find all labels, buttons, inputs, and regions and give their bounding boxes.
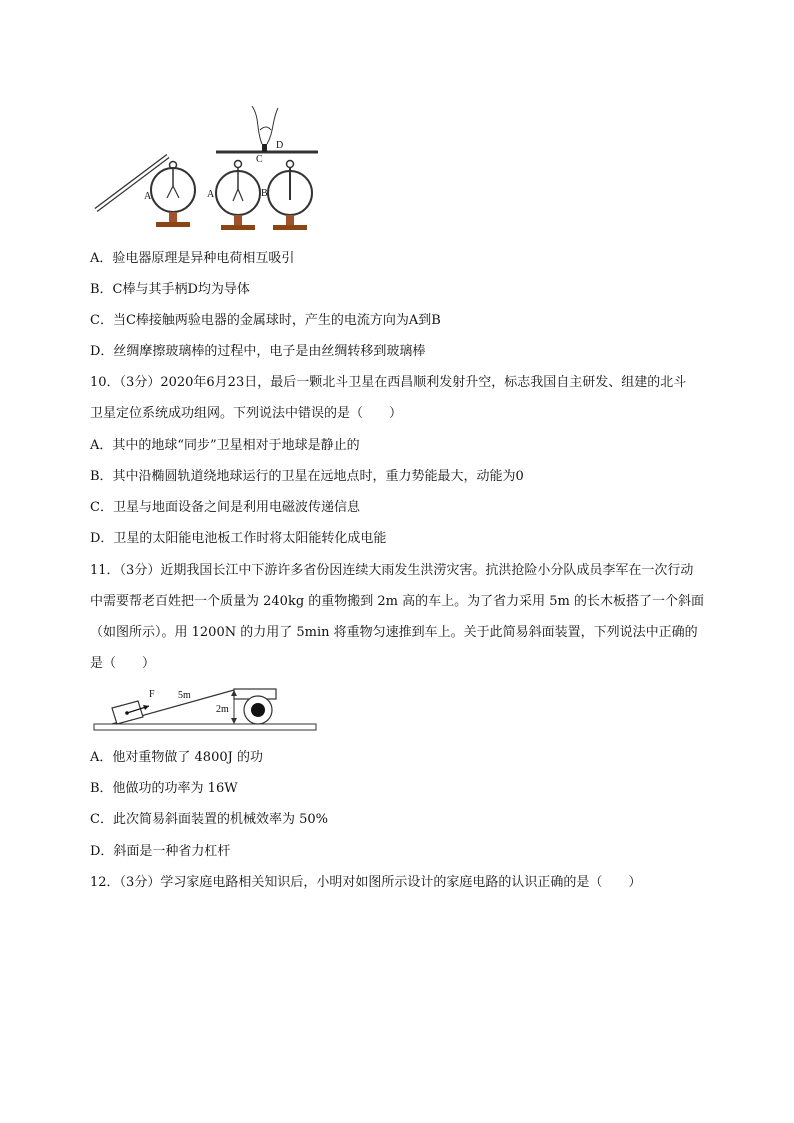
ground	[94, 724, 316, 730]
label-c: C	[256, 154, 263, 165]
electroscope-figure	[90, 100, 330, 240]
electroscope-a-mid	[216, 161, 260, 231]
q11-option-b: B．他做功的功率为 16W	[90, 781, 238, 796]
label-d: D	[276, 140, 284, 151]
q10-option-a: A．其中的地球“同步”卫星相对于地球是静止的	[90, 438, 360, 453]
q11-option-d: D．斜面是一种省力杠杆	[90, 844, 231, 859]
label-b: B	[261, 188, 268, 199]
heavy-box	[112, 701, 149, 724]
q10-stem-line-1: 10．（3分）2020年6月23日，最后一颗北斗卫星在西昌顺利发射升空，标志我国自主研发、组建的北斗	[90, 375, 687, 390]
glass-rod	[96, 156, 168, 210]
q9-option-c: C．当C棒接触两验电器的金属球时，产生的电流方向为A到B	[90, 313, 441, 328]
label-a-mid: A	[207, 189, 215, 200]
q11-option-c: C．此次简易斜面装置的机械效率为 50%	[90, 812, 328, 827]
q11-option-a: A．他对重物做了 4800J 的功	[90, 750, 263, 765]
q11-stem-line-2: 中需要帮老百姓把一个质量为 240kg 的重物搬到 2m 高的车上。为了省力采用 5m 的长木板搭了一个斜面	[90, 594, 705, 609]
q11-stem-line-4: 是（ ）	[90, 656, 156, 671]
q10-option-d: D．卫星的太阳能电池板工作时将太阳能转化成电能	[90, 531, 387, 546]
q10-stem-line-2: 卫星定位系统成功组网。下列说法中错误的是（ ）	[90, 406, 403, 421]
height-label: 2m	[216, 704, 229, 715]
q11-stem-line-3: （如图所示）。用 1200N 的力用了 5min 将重物匀速推到车上。关于此简易斜面装置，下列说法中正确的	[90, 625, 698, 640]
force-label: F	[149, 689, 155, 700]
q9-option-a: A．验电器原理是异种电荷相互吸引	[90, 251, 295, 266]
q9-option-b: B．C棒与其手柄D均为导体	[90, 282, 250, 297]
electroscope-a-left	[151, 162, 195, 228]
label-a-left: A	[144, 191, 152, 202]
q10-option-c: C．卫星与地面设备之间是利用电磁波传递信息	[90, 500, 360, 515]
height-arrow	[231, 690, 237, 724]
electroscope-b	[268, 161, 312, 231]
q10-option-b: B．其中沿椭圆轨道绕地球运行的卫星在远地点时，重力势能最大，动能为0	[90, 469, 524, 484]
rod-c	[216, 106, 318, 152]
incline-figure	[92, 682, 322, 738]
q9-option-d: D．丝绸摩擦玻璃棒的过程中，电子是由丝绸转移到玻璃棒	[90, 344, 426, 359]
length-label: 5m	[178, 690, 191, 701]
q12-stem: 12．（3分）学习家庭电路相关知识后，小明对如图所示设计的家庭电路的认识正确的是（ ）	[90, 875, 642, 890]
q11-stem-line-1: 11．（3分）近期我国长江中下游许多省份因连续大雨发生洪涝灾害。抗洪抢险小分队成员李军在一次行动	[90, 563, 694, 578]
cart	[234, 689, 276, 724]
